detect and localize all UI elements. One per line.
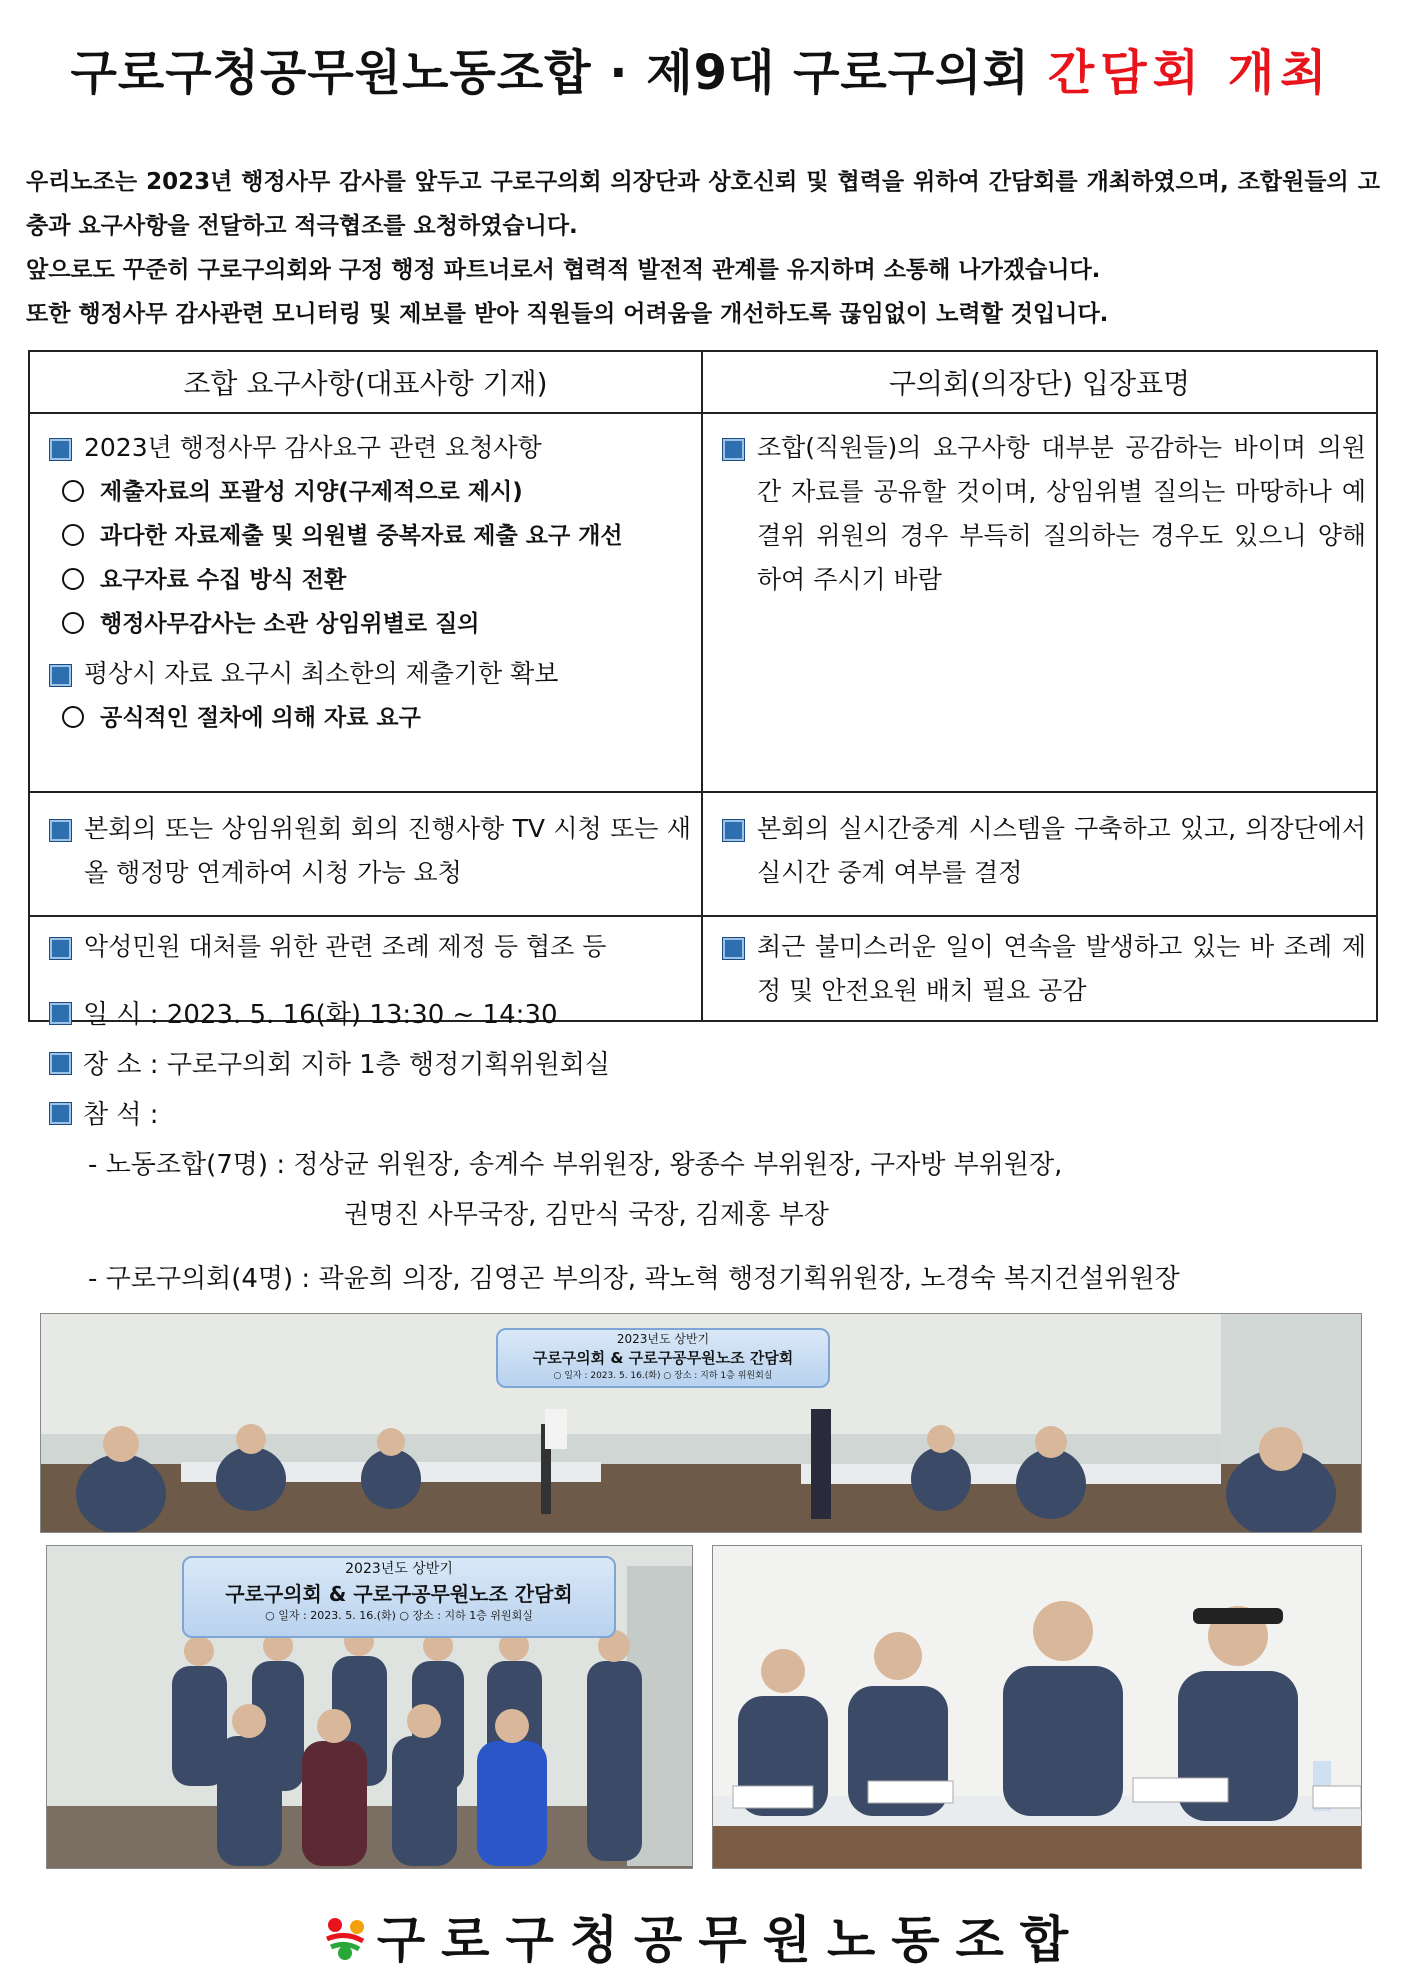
square-bullet-icon [50, 1053, 71, 1074]
banner-main: 구로구의회 & 구로구공무원노조 간담회 [532, 1349, 794, 1367]
circle-bullet-icon [62, 524, 84, 546]
footer-org-name: 구로구청공무원노동조합 [376, 1911, 1085, 1969]
council-value: 곽윤희 의장, 김영곤 부의장, 곽노혁 행정기획위원장, 노경숙 복지건설위원장 [318, 1264, 1180, 1294]
meeting-info [50, 990, 1180, 1304]
row1-sub-2: 과다한 자료제출 및 의원별 중복자료 제출 요구 개선 [100, 523, 623, 549]
union-logo-icon [319, 1913, 371, 1965]
place-value: 구로구의회 지하 1층 행정기획위원회실 [166, 1050, 610, 1080]
table-row [29, 413, 1377, 792]
row1-sub-5: 공식적인 절차에 의해 자료 요구 [100, 705, 421, 731]
table-row [29, 792, 1377, 916]
square-bullet-icon [50, 439, 71, 460]
row3-left-text: 악성민원 대처를 위한 관련 조례 제정 등 협조 등 [84, 932, 607, 961]
photo1-banner [496, 1328, 830, 1388]
square-bullet-icon [50, 820, 71, 841]
square-bullet-icon [50, 1103, 71, 1124]
table-header-left: 조합 요구사항(대표사항 기재) [29, 351, 702, 413]
intro-paragraph-2: 앞으로도 꾸준히 구로구의회와 구정 행정 파트너로서 협력적 발전적 관계를 유지하며 소통해 나가겠습니다. [26, 257, 1101, 283]
union-line-2: 권명진 사무국장, 김만식 국장, 김제홍 부장 [344, 1200, 829, 1230]
row1-left-item2: 평상시 자료 요구시 최소한의 제출기한 확보 [84, 659, 559, 688]
square-bullet-icon [723, 820, 744, 841]
square-bullet-icon [723, 439, 744, 460]
circle-bullet-icon [62, 480, 84, 502]
row2-left-text: 본회의 또는 상임위원회 회의 진행사항 TV 시청 또는 새올 행정망 연계하여 시청 가능 요청 [84, 814, 691, 887]
table-header-right: 구의회(의장단) 입장표명 [702, 351, 1377, 413]
place-label: 장 소 : [83, 1050, 159, 1080]
council-label: - 구로구의회(4명) : [88, 1264, 311, 1294]
row2-right-text: 본회의 실시간중계 시스템을 구축하고 있고, 의장단에서 실시간 중계 여부를 결정 [757, 814, 1366, 887]
square-bullet-icon [50, 1003, 71, 1024]
intro-paragraph-1: 우리노조는 2023년 행정사무 감사를 앞두고 구로구의회 의장단과 상호신뢰 및 협력을 위하여 간담회를 개최하였으며, 조합원들의 고충과 요구사항을 전달하고 적극협조를 요청하였습니다. [26, 169, 1380, 239]
circle-bullet-icon [62, 568, 84, 590]
page-title [0, 34, 1403, 103]
photo-closeup [712, 1545, 1362, 1869]
requests-table [28, 350, 1378, 1022]
union-line-1: 정상균 위원장, 송계수 부위원장, 왕종수 부위원장, 구자방 부위원장, [293, 1150, 1063, 1180]
title-main: 구로구청공무원노동조합 · 제9대 구로구의회 [70, 45, 1030, 101]
row1-sub-1: 제출자료의 포괄성 지양(구제적으로 제시) [100, 479, 523, 505]
banner-sub: 2023년도 상반기 [616, 1332, 710, 1346]
square-bullet-icon [50, 665, 71, 686]
intro-paragraph-3: 또한 행정사무 감사관련 모니터링 및 제보를 받아 직원들의 어려움을 개선하도록 끊임없이 노력할 것입니다. [26, 301, 1109, 327]
photo-meeting-wide [40, 1313, 1362, 1533]
square-bullet-icon [50, 938, 71, 959]
banner-detail: ○ 일자 : 2023. 5. 16.(화) ○ 장소 : 지하 1층 위원회실 [265, 1609, 533, 1622]
attend-label: 참 석 : [83, 1100, 159, 1130]
row1-right [702, 413, 1377, 792]
banner-main: 구로구의회 & 구로구공무원노조 간담회 [225, 1582, 573, 1606]
banner-detail: ○ 일자 : 2023. 5. 16.(화) ○ 장소 : 지하 1층 위원회실 [553, 1371, 773, 1381]
row1-right-text: 조합(직원들)의 요구사항 대부분 공감하는 바이며 의원간 자료를 공유할 것이며, 상임위별 질의는 마땅하나 예결위 위원의 경우 부득히 질의하는 경우도 있으니 양해하여 주시기 바람 [757, 433, 1366, 594]
closeup-photo-illustration [713, 1546, 1361, 1868]
banner-sub: 2023년도 상반기 [345, 1561, 453, 1577]
photo2-banner [182, 1556, 616, 1638]
footer-org [0, 1900, 1403, 1972]
row1-left [29, 413, 702, 792]
date-value: 2023. 5. 16(화) 13:30 ~ 14:30 [166, 1000, 558, 1030]
title-highlight: 간담회 개최 [1047, 45, 1333, 101]
row1-left-item1: 2023년 행정사무 감사요구 관련 요청사항 [84, 433, 542, 462]
square-bullet-icon [723, 938, 744, 959]
circle-bullet-icon [62, 706, 84, 728]
row2-right [702, 792, 1377, 916]
union-label: - 노동조합(7명) : [88, 1150, 286, 1180]
circle-bullet-icon [62, 612, 84, 634]
row1-sub-3: 요구자료 수집 방식 전환 [100, 567, 347, 593]
row3-right-text: 최근 불미스러운 일이 연속을 발생하고 있는 바 조례 제정 및 안전요원 배치 필요 공감 [757, 932, 1366, 1005]
row1-sub-4: 행정사무감사는 소관 상임위별로 질의 [100, 611, 480, 637]
photo-group [46, 1545, 693, 1869]
intro-text [26, 160, 1380, 336]
date-label: 일 시 : [83, 1000, 159, 1030]
row2-left [29, 792, 702, 916]
